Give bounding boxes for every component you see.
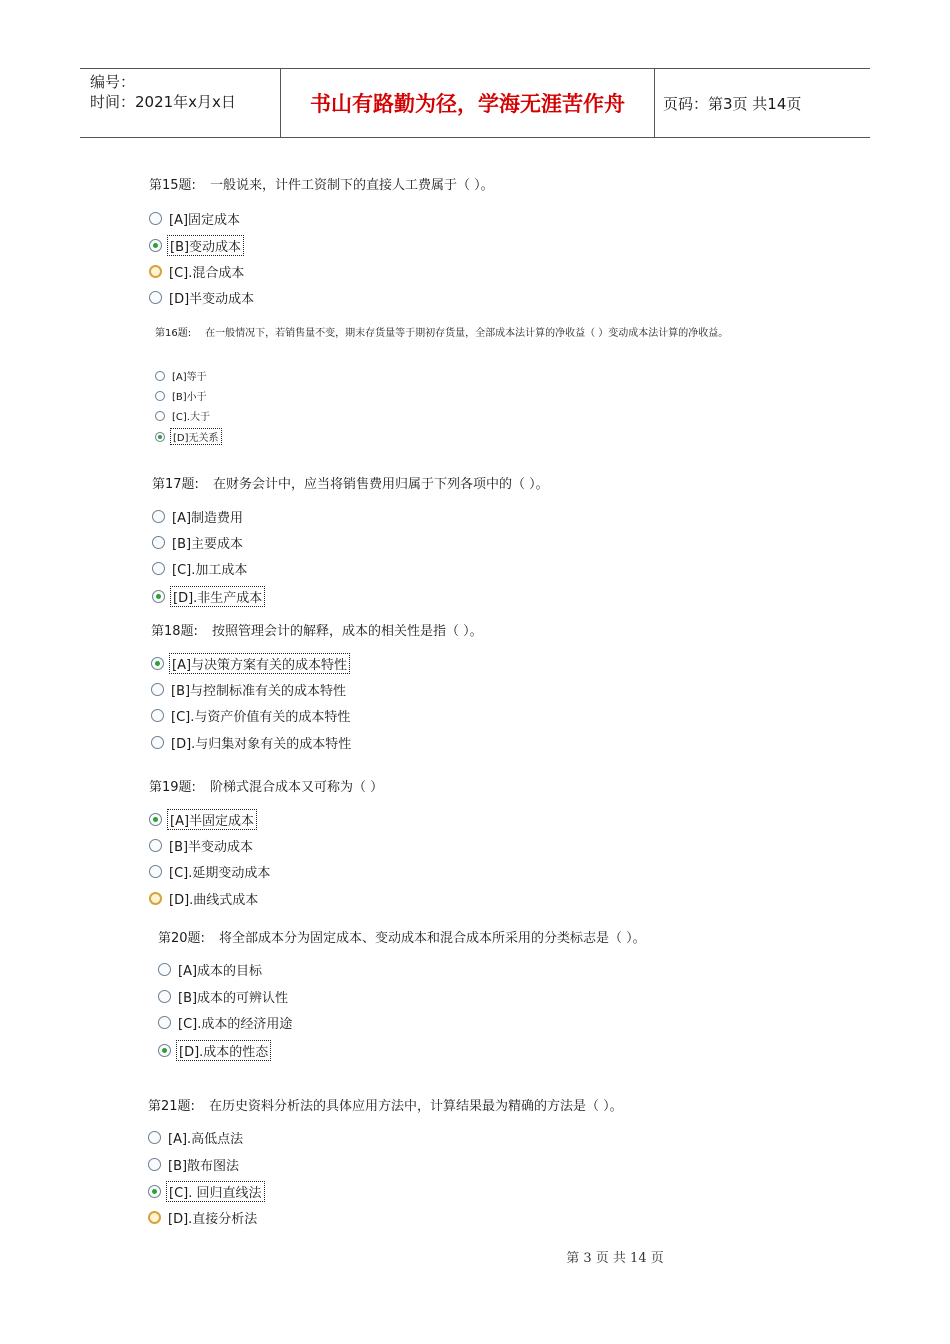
option-c[interactable] xyxy=(149,262,246,281)
option-a[interactable] xyxy=(149,809,257,830)
option-a[interactable] xyxy=(158,960,264,979)
option-label: [A]制造费用 xyxy=(172,511,244,526)
radio-button[interactable] xyxy=(151,657,164,670)
radio-button[interactable] xyxy=(149,239,162,252)
option-label: [A]等于 xyxy=(172,372,207,383)
question-title xyxy=(148,1095,623,1114)
question-title xyxy=(152,473,549,492)
option-label: [A].高低点法 xyxy=(168,1132,244,1147)
option-label: [B]半变动成本 xyxy=(169,840,254,855)
question-16 xyxy=(155,324,729,444)
header-info-cell xyxy=(80,69,281,137)
option-label: [D].直接分析法 xyxy=(168,1212,258,1227)
option-d[interactable] xyxy=(151,733,353,752)
option-c[interactable] xyxy=(158,1013,294,1032)
option-b[interactable] xyxy=(155,388,209,403)
option-a[interactable] xyxy=(155,368,209,383)
radio-button[interactable] xyxy=(149,865,162,878)
option-label: [C].混合成本 xyxy=(169,266,245,281)
option-c[interactable] xyxy=(151,706,352,725)
radio-button[interactable] xyxy=(155,371,165,381)
question-text: 按照管理会计的解释，成本的相关性是指（ ）。 xyxy=(211,624,483,639)
option-label: [B]与控制标准有关的成本特性 xyxy=(171,684,347,699)
option-label: [C].成本的经济用途 xyxy=(178,1017,293,1032)
option-b[interactable] xyxy=(149,235,244,256)
question-text: 阶梯式混合成本又可称为（ ） xyxy=(209,780,384,795)
question-text: 在历史资料分析法的具体应用方法中，计算结果最为精确的方法是（ ）。 xyxy=(208,1099,623,1114)
radio-button[interactable] xyxy=(155,432,165,442)
radio-button[interactable] xyxy=(148,1131,161,1144)
page-footer: 第 3 页 共 14 页 xyxy=(566,1251,664,1266)
option-label: [A]固定成本 xyxy=(169,213,241,228)
radio-button[interactable] xyxy=(158,1016,171,1029)
question-15 xyxy=(149,174,494,307)
question-20 xyxy=(158,927,646,1060)
question-19 xyxy=(149,776,384,908)
option-label: [D].成本的性态 xyxy=(176,1040,271,1061)
option-label: [B]主要成本 xyxy=(172,537,244,552)
radio-button[interactable] xyxy=(151,709,164,722)
option-a[interactable] xyxy=(152,507,245,526)
option-d[interactable] xyxy=(152,586,265,607)
option-b[interactable] xyxy=(148,1155,241,1174)
question-number: 第19题: xyxy=(149,780,196,795)
radio-button[interactable] xyxy=(151,736,164,749)
option-label: [B]变动成本 xyxy=(167,235,244,256)
question-number: 第16题: xyxy=(155,328,192,339)
radio-button[interactable] xyxy=(152,562,165,575)
question-title xyxy=(149,776,383,795)
radio-button[interactable] xyxy=(155,391,165,401)
option-label: [C].延期变动成本 xyxy=(169,866,271,881)
time-label: 时间：2021年x月x日 xyxy=(90,93,236,111)
question-title xyxy=(151,620,483,639)
radio-button[interactable] xyxy=(149,839,162,852)
option-label: [D].与归集对象有关的成本特性 xyxy=(171,737,352,752)
option-d[interactable] xyxy=(155,428,222,445)
option-b[interactable] xyxy=(158,987,290,1006)
question-text: 在一般情况下，若销售量不变，期末存货量等于期初存货量，全部成本法计算的净收益（ ）变动成本法计算的净收益。 xyxy=(205,328,729,339)
radio-button[interactable] xyxy=(149,892,162,905)
question-number: 第17题: xyxy=(152,477,199,492)
question-number: 第20题: xyxy=(158,931,205,946)
option-label: [A]成本的目标 xyxy=(178,964,263,979)
option-label: [D]半变动成本 xyxy=(169,292,255,307)
option-d[interactable] xyxy=(149,288,256,307)
option-c[interactable] xyxy=(149,862,272,881)
option-d[interactable] xyxy=(149,889,260,908)
question-title xyxy=(155,324,728,339)
radio-button[interactable] xyxy=(152,510,165,523)
option-a[interactable] xyxy=(148,1128,245,1147)
option-c[interactable] xyxy=(152,559,249,578)
option-d[interactable] xyxy=(158,1040,271,1061)
radio-button[interactable] xyxy=(158,990,171,1003)
option-label: [B]散布图法 xyxy=(168,1159,240,1174)
radio-button[interactable] xyxy=(149,265,162,278)
option-label: [D].非生产成本 xyxy=(170,586,265,607)
radio-button[interactable] xyxy=(149,291,162,304)
radio-button[interactable] xyxy=(152,536,165,549)
radio-button[interactable] xyxy=(158,963,171,976)
option-label: [B]成本的可辨认性 xyxy=(178,991,289,1006)
option-label: [D]无关系 xyxy=(170,428,222,445)
option-a[interactable] xyxy=(149,209,242,228)
question-number: 第21题: xyxy=(148,1099,195,1114)
question-number: 第15题: xyxy=(149,178,196,193)
option-b[interactable] xyxy=(151,680,348,699)
option-label: [C].加工成本 xyxy=(172,563,248,578)
option-label: [C].与资产价值有关的成本特性 xyxy=(171,710,351,725)
option-label: [C]. 回归直线法 xyxy=(166,1181,265,1202)
question-text: 一般说来，计件工资制下的直接人工费属于（ ）。 xyxy=(209,178,494,193)
radio-button[interactable] xyxy=(158,1044,171,1057)
question-21 xyxy=(148,1095,623,1227)
question-text: 将全部成本分为固定成本、变动成本和混合成本所采用的分类标志是（ ）。 xyxy=(218,931,646,946)
question-title xyxy=(149,174,494,193)
option-label: [A]与决策方案有关的成本特性 xyxy=(169,653,350,674)
option-label: [C].大于 xyxy=(172,412,210,423)
option-c[interactable] xyxy=(148,1181,265,1202)
radio-button[interactable] xyxy=(148,1185,161,1198)
radio-button[interactable] xyxy=(151,683,164,696)
question-text: 在财务会计中，应当将销售费用归属于下列各项中的（ ）。 xyxy=(212,477,549,492)
document-header xyxy=(80,68,870,138)
motto: 书山有路勤为径，学海无涯苦作舟 xyxy=(281,69,655,137)
radio-button[interactable] xyxy=(149,813,162,826)
option-label: [B]小于 xyxy=(172,392,207,403)
option-c[interactable] xyxy=(155,408,212,423)
code-label: 编号： xyxy=(90,73,136,91)
question-title xyxy=(158,927,646,946)
option-label: [A]半固定成本 xyxy=(167,809,257,830)
option-b[interactable] xyxy=(149,836,255,855)
radio-button[interactable] xyxy=(149,212,162,225)
question-18 xyxy=(151,620,483,752)
radio-button[interactable] xyxy=(148,1211,161,1224)
question-number: 第18题: xyxy=(151,624,198,639)
option-b[interactable] xyxy=(152,533,245,552)
question-17 xyxy=(152,473,549,606)
radio-button[interactable] xyxy=(155,411,165,421)
option-label: [D].曲线式成本 xyxy=(169,893,259,908)
radio-button[interactable] xyxy=(152,590,165,603)
option-d[interactable] xyxy=(148,1208,259,1227)
page-label: 页码：第3页 共14页 xyxy=(663,94,802,113)
radio-button[interactable] xyxy=(148,1158,161,1171)
option-a[interactable] xyxy=(151,653,350,674)
